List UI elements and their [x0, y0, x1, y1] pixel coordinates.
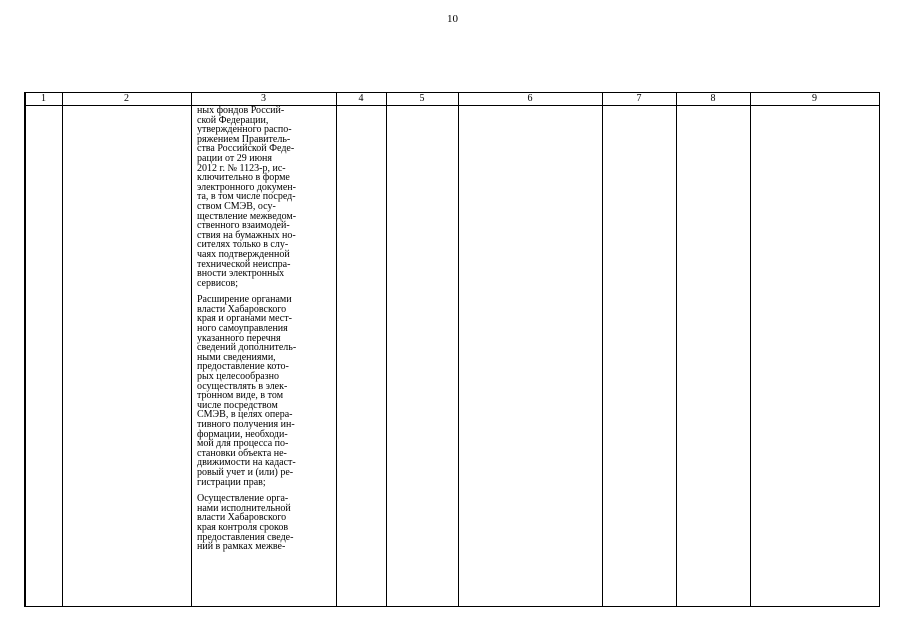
column-divider	[458, 93, 459, 606]
column-header-7: 7	[636, 93, 642, 104]
column-divider	[676, 93, 677, 606]
column-header-1: 1	[41, 93, 46, 104]
page-number: 10	[447, 13, 458, 25]
column-divider	[191, 93, 192, 606]
cell-paragraph: Осуществление орга- нами исполнительной власти Хабаровского края контроля сроков предоставления сведе- ний в рамках межве-	[197, 493, 294, 553]
cell-paragraph: Расширение органами власти Хабаровского края и органами мест- ного самоуправления указанного перечня сведений дополнитель- ными сведениями, предоставление кото- рых целесообразно осуществлять в элек- тронном виде, в том числе посредством СМЭВ, в целях опера- тивного получения ин- формации, необходи- мой для процесса по- становки объекта не- движимости на кадаст- ровый учет и (или) ре- гистрации прав;	[197, 294, 297, 488]
column-header-2: 2	[124, 93, 129, 104]
column-divider	[62, 93, 63, 606]
column-divider	[386, 93, 387, 606]
column-header-4: 4	[358, 93, 364, 104]
column-divider	[25, 93, 26, 606]
column-header-9: 9	[812, 93, 817, 104]
column-divider	[336, 93, 337, 606]
data-table	[24, 92, 880, 607]
column-divider	[602, 93, 603, 606]
column-header-8: 8	[710, 93, 716, 104]
column-header-5: 5	[419, 93, 425, 104]
column-header-3: 3	[261, 93, 266, 104]
column-3-cell	[197, 106, 335, 559]
column-divider	[750, 93, 751, 606]
cell-paragraph: ных фондов Россий- ской Федерации, утвержденного распо- ряжением Правитель- ства Российской Феде- рации от 29 июня 2012 г. № 1123-р, ис- ключительно в форме электронного докумен- та, в том числе посред- ством СМЭВ, осу- ществление межведом- ственного взаимодей- ствия на бумажных но- сителях только в слу- чаях подтвержденной технической неиспра- вности электронных сервисов;	[197, 105, 297, 289]
column-header-6: 6	[527, 93, 533, 104]
